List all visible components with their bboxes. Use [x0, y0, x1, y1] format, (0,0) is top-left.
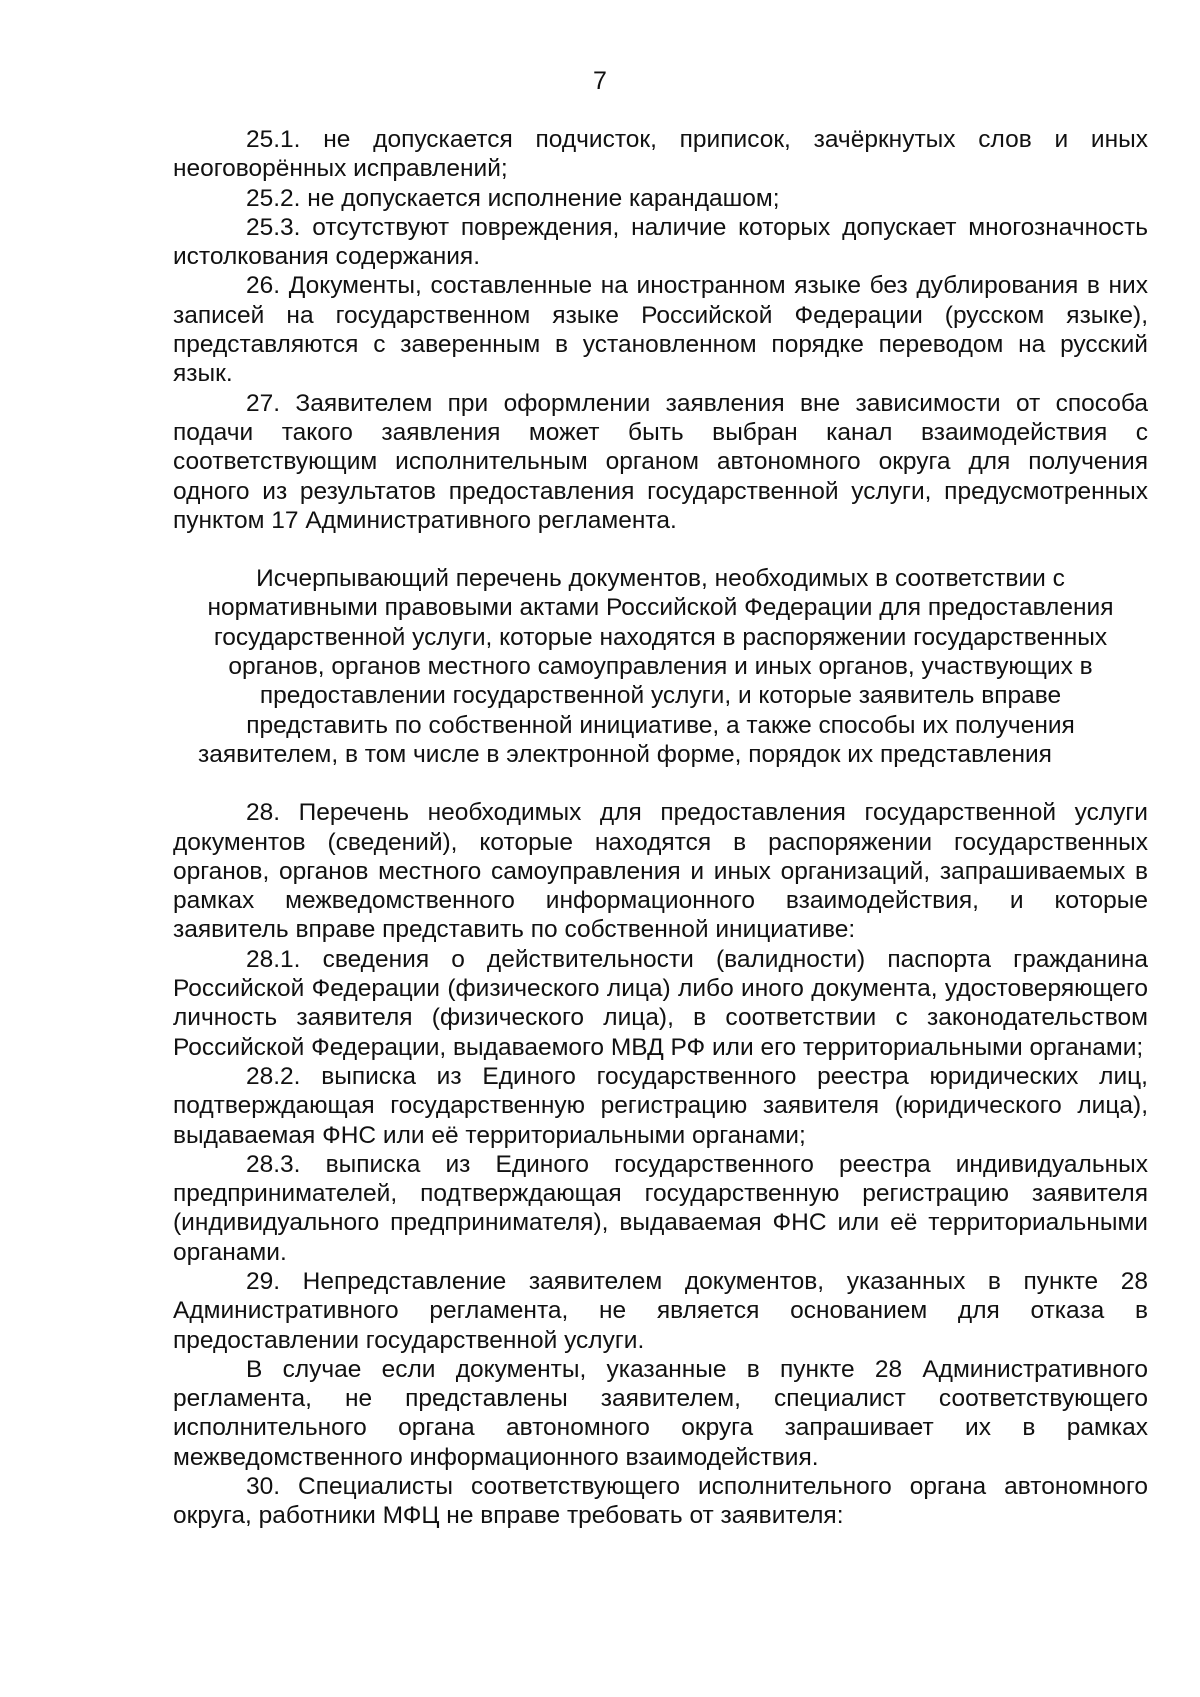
paragraph-26: 26. Документы, составленные на иностранном языке без дублирования в них записей на государственном языке Российской Федерации (русском языке), представляются с заверенным в установленном порядке переводом на русский язык. — [173, 272, 1148, 388]
paragraph-30: 30. Специалисты соответствующего исполнительного органа автономного округа, работники МФЦ не вправе требовать от заявителя: — [173, 1473, 1148, 1530]
paragraph-25-3: 25.3. отсутствуют повреждения, наличие которых допускает многозначность истолкования содержания. — [173, 213, 1148, 271]
paragraph-25-1: 25.1. не допускается подчисток, приписок, зачёркнутых слов и иных неоговорённых исправлений; — [173, 126, 1148, 183]
paragraph-28: 28. Перечень необходимых для предоставления государственной услуги документов (сведений), которые находятся в распоряжении государственных органов, органов местного самоуправления и иных организаций, запрашиваемых в рамках межведомственного информационного взаимодействия, и которые заявитель вправе представить по собственной инициативе: — [173, 799, 1148, 944]
paragraph-29-note: В случае если документы, указанные в пункте 28 Административного регламента, не представлены заявителем, специалист соответствующего исполнительного органа автономного округа запрашивает их в рамках межведомственного информационного взаимодействия. — [173, 1355, 1148, 1471]
paragraph-28-2: 28.2. выписка из Единого государственного реестра юридических лиц, подтверждающая государственную регистрацию заявителя (юридического лица), выдаваемая ФНС или её территориальными органами; — [173, 1062, 1148, 1149]
paragraph-29: 29. Непредставление заявителем документов, указанных в пункте 28 Административного регламента, не является основанием для отказа в предоставлении государственной услуги. — [173, 1267, 1148, 1354]
page-number: 7 — [593, 67, 607, 95]
paragraph-28-1: 28.1. сведения о действительности (валидности) паспорта гражданина Российской Федерации (физического лица) либо иного документа, удостоверяющего личность заявителя (физического лица), в соответствии с законодательством Российской Федерации, выдаваемого МВД РФ или его территориальными органами; — [173, 945, 1148, 1061]
paragraph-28-3: 28.3. выписка из Единого государственного реестра индивидуальных предпринимателей, подтверждающая государственную регистрацию заявителя (индивидуального предпринимателя), выдаваемая ФНС или её территориальными органами. — [173, 1150, 1148, 1266]
document-body — [173, 125, 1148, 1531]
section-heading: Исчерпывающий перечень документов, необходимых в соответствии с нормативными правовыми актами Российской Федерации для предоставления государственной услуги, которые находятся в распоряжении государственных органов, органов местного самоуправления и иных органов, участвующих в предоставлении государственной услуги, и которые заявитель вправе представить по собственной инициативе, а также способы их получения заявителем, в том числе в электронной форме, порядок их представления — [198, 565, 1114, 768]
paragraph-27: 27. Заявителем при оформлении заявления вне зависимости от способа подачи такого заявления может быть выбран канал взаимодействия с соответствующим исполнительным органом автономного округа для получения одного из результатов предоставления государственной услуги, предусмотренных пунктом 17 Административного регламента. — [173, 389, 1148, 534]
paragraph-25-2: 25.2. не допускается исполнение карандашом; — [246, 184, 780, 212]
